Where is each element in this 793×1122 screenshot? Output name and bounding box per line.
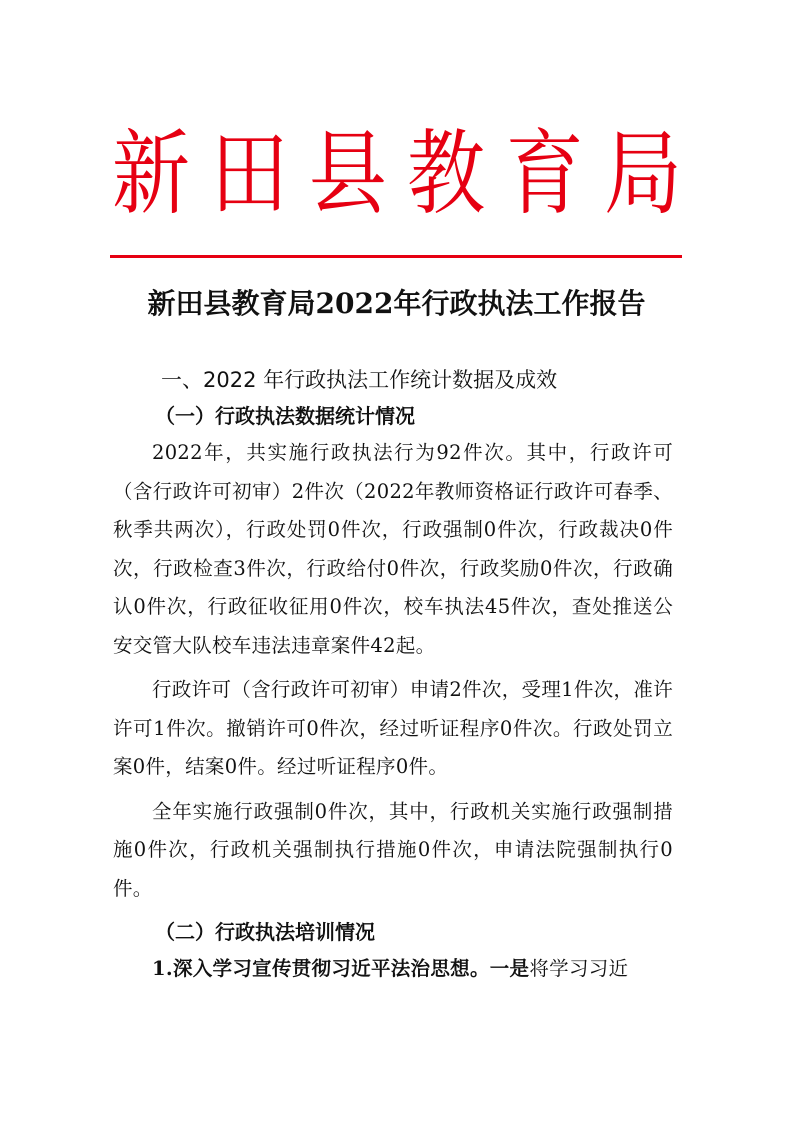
masthead-char: 育	[505, 121, 584, 229]
paragraph-lead: 1.深入学习宣传贯彻习近平法治思想。一是	[152, 957, 530, 980]
subsection-heading: （一）行政执法数据统计情况	[155, 404, 415, 428]
paragraph: 行政许可（含行政许可初审）申请2件次，受理1件次，准许许可1件次。撤销许可0件次，经过听证程序0件次。行政处罚立案0件，结案0件。经过听证程序0件。	[113, 678, 673, 778]
masthead-char: 县	[308, 121, 387, 229]
document-body	[113, 362, 673, 989]
paragraph-text: 将学习习近	[529, 957, 629, 980]
masthead-char: 田	[210, 121, 289, 229]
document-title: 新田县教育局2022年行政执法工作报告	[147, 287, 646, 320]
masthead-char: 教	[407, 121, 486, 229]
paragraph: 全年实施行政强制0件次，其中，行政机关实施行政强制措施0件次，行政机关强制执行措施0件次，申请法院强制执行0件。	[113, 799, 673, 900]
masthead-char: 新	[112, 121, 191, 229]
masthead-char: 局	[603, 121, 682, 229]
section-heading: 一、2022 年行政执法工作统计数据及成效	[161, 368, 558, 392]
masthead-red-rule	[110, 255, 682, 258]
paragraph	[113, 950, 673, 989]
masthead-title	[112, 120, 682, 230]
subsection-heading: （二）行政执法培训情况	[155, 920, 375, 944]
paragraph: 2022年，共实施行政执法行为92件次。其中，行政许可（含行政许可初审）2件次（2022年教师资格证行政许可春季、秋季共两次），行政处罚0件次，行政强制0件次，行政裁决0件次，行政检查3件次，行政给付0件次，行政奖励0件次，行政确认0件次，行政征收征用0件次，校车执法45件次，查处推送公安交管大队校车违法违章案件42起。	[113, 441, 673, 657]
